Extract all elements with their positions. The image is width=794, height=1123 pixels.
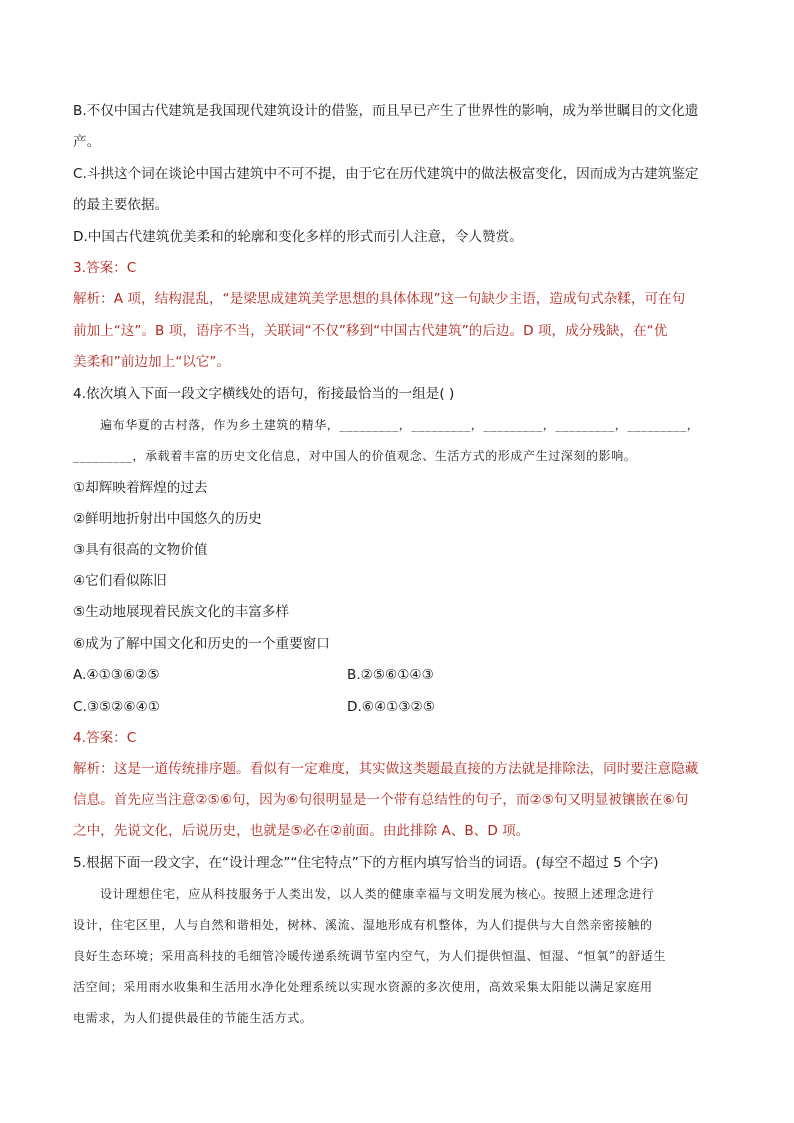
- a4-explain-line1: 解析：这是一道传统排序题。看似有一定难度，其实做这类题最直接的方法就是排除法，同时要注意隐藏: [73, 761, 699, 777]
- a4-explain-line3: 之中，先说文化，后说历史，也就是⑤必在②前面。由此排除 A、B、D 项。: [73, 823, 530, 839]
- q5-passage-line1: 设计理想住宅，应从科技服务于人类出发，以人类的健康幸福与文明发展为核心。按照上述理念进行: [100, 887, 655, 901]
- q5-passage-line5: 电需求，为人们提供最佳的节能生活方式。: [73, 1011, 313, 1025]
- q4-item: ④它们看似陈旧: [73, 573, 167, 589]
- a4-explain-line2: 信息。首先应当注意②⑤⑥句，因为⑥句很明显是一个带有总结性的句子，而②⑤句又明显被镶嵌在⑥句: [73, 792, 689, 808]
- q4-item: ②鲜明地折射出中国悠久的历史: [73, 511, 262, 527]
- q4-item: ⑥成为了解中国文化和历史的一个重要窗口: [73, 636, 330, 652]
- q5-passage-line2: 设计，住宅区里，人与自然和谐相处，树林、溪流、湿地形成有机整体，为人们提供与大自然亲密接触的: [73, 918, 653, 932]
- a3-explain-line1: 解析：A 项，结构混乱，“是梁思成建筑美学思想的具体体现”这一句缺少主语，造成句式杂糅，可在句: [73, 291, 686, 307]
- q4-item: ⑤生动地展现着民族文化的丰富多样: [73, 604, 290, 620]
- a3-explain-line3: 美柔和”前边加上“以它”。: [73, 354, 231, 370]
- q5-passage-line4: 活空间；采用雨水收集和生活用水净化处理系统以实现水资源的多次使用，高效采集太阳能以满足家庭用: [73, 980, 653, 994]
- a4-answer: 4.答案：C: [73, 730, 137, 746]
- a3-explain-line2: 前加上“这”。B 项，语序不当，关联词“不仅”移到“中国古代建筑”的后边。D 项，成分残缺，在“优: [73, 323, 668, 339]
- q2-option-b-line1: B.不仅中国古代建筑是我国现代建筑设计的借鉴，而且早已产生了世界性的影响，成为举世瞩目的文化遗: [73, 103, 699, 119]
- a3-answer: 3.答案：C: [73, 260, 137, 276]
- q4-option-b: B.②⑤⑥①④③: [347, 667, 434, 683]
- q2-option-b-line2: 产。: [73, 134, 101, 150]
- q5-stem: 5.根据下面一段文字，在“设计理念”“住宅特点”下的方框内填写恰当的词语。(每空不超过 5 个字): [73, 855, 659, 871]
- q4-stem: 4.依次填入下面一段文字横线处的语句，衔接最恰当的一组是( ): [73, 386, 455, 402]
- q4-passage-line2: _________，承载着丰富的历史文化信息，对中国人的价值观念、生活方式的形成产生过深刻的影响。: [73, 449, 637, 463]
- q4-option-a: A.④①③⑥②⑤: [73, 667, 160, 683]
- q2-option-d: D.中国古代建筑优美柔和的轮廓和变化多样的形式而引人注意，令人赞赏。: [73, 229, 523, 245]
- q2-option-c-line1: C.斗拱这个词在谈论中国古建筑中不可不提，由于它在历代建筑中的做法极富变化，因而成为古建筑鉴定: [73, 166, 699, 182]
- q5-passage-line3: 良好生态环境；采用高科技的毛细管冷暖传递系统调节室内空气，为人们提供恒温、恒湿、“恒氧”的舒适生: [73, 949, 667, 963]
- q4-option-c: C.③⑤②⑥④①: [73, 699, 160, 715]
- q4-item: ①却辉映着辉煌的过去: [73, 480, 208, 496]
- q4-passage-line1: 遍布华夏的古村落，作为乡土建筑的精华，_________，_________，_________，_________，_________，: [100, 418, 700, 432]
- q2-option-c-line2: 的最主要依据。: [73, 197, 169, 213]
- q4-item: ③具有很高的文物价值: [73, 542, 208, 558]
- q4-option-d: D.⑥④①③②⑤: [347, 699, 435, 715]
